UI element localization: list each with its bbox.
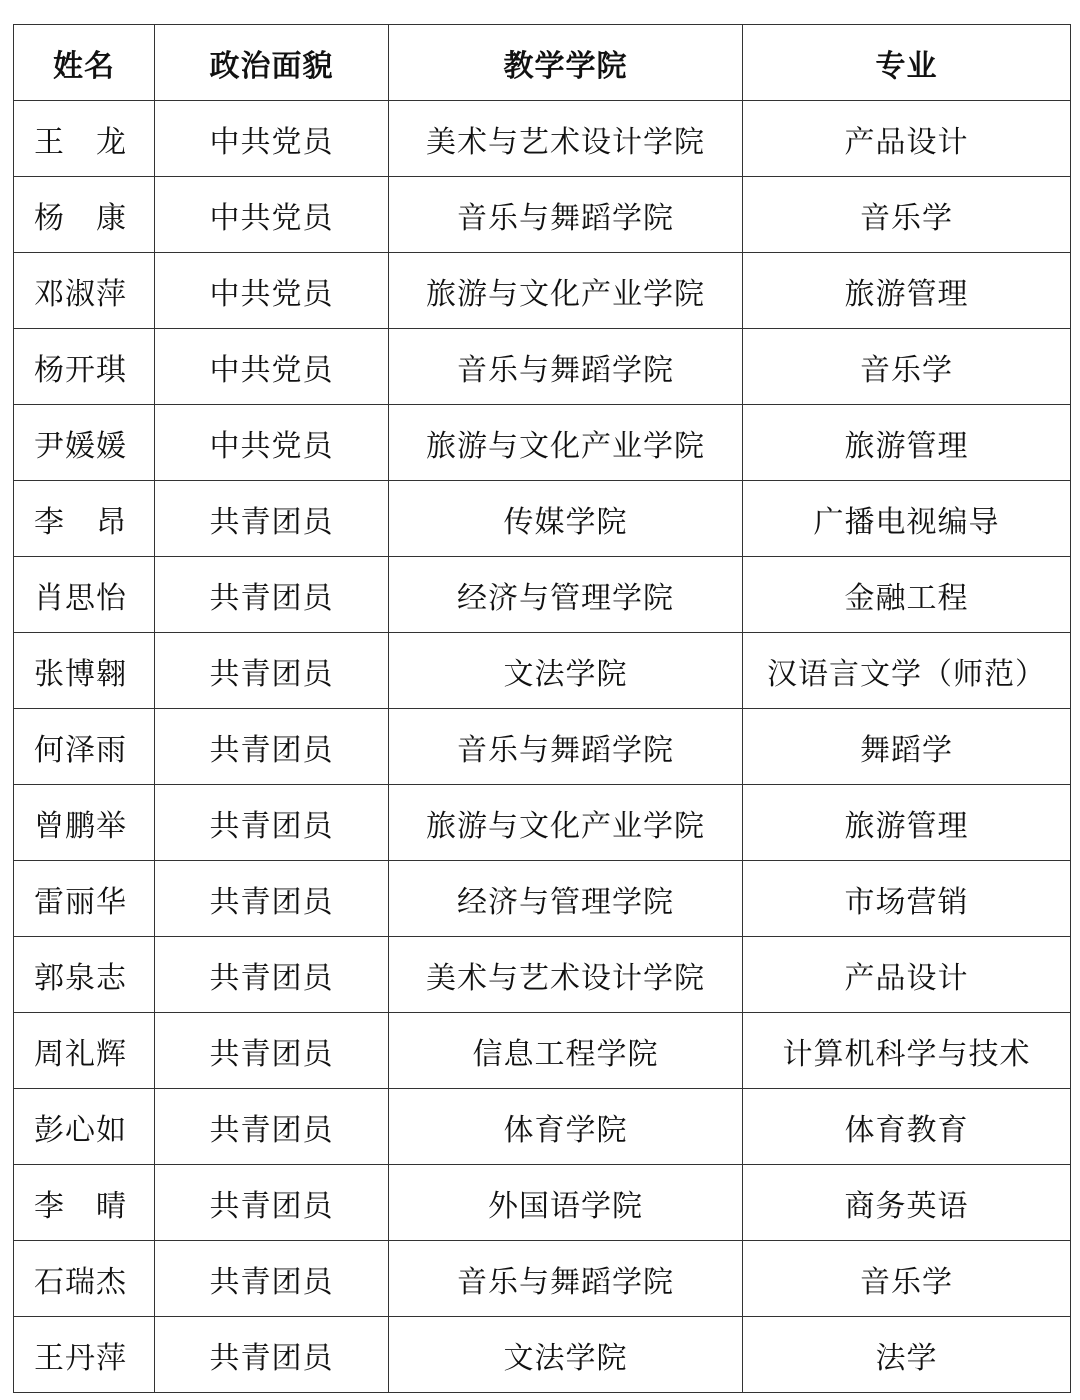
header-college: 教学学院 [389, 25, 743, 101]
major-cell: 音乐学 [743, 1241, 1071, 1317]
college-cell: 音乐与舞蹈学院 [389, 177, 743, 253]
college-cell: 旅游与文化产业学院 [389, 785, 743, 861]
name-cell: 雷丽华 [14, 861, 155, 937]
major-cell: 市场营销 [743, 861, 1071, 937]
political-status-cell: 共青团员 [155, 937, 389, 1013]
table-row [14, 253, 1071, 329]
college-cell: 文法学院 [389, 633, 743, 709]
political-status-cell: 共青团员 [155, 481, 389, 557]
name-cell: 周礼辉 [14, 1013, 155, 1089]
table-row [14, 709, 1071, 785]
table-row [14, 481, 1071, 557]
college-cell: 文法学院 [389, 1317, 743, 1393]
political-status-cell: 共青团员 [155, 861, 389, 937]
college-cell: 信息工程学院 [389, 1013, 743, 1089]
major-cell: 计算机科学与技术 [743, 1013, 1071, 1089]
table-row [14, 937, 1071, 1013]
table-row [14, 177, 1071, 253]
political-status-cell: 中共党员 [155, 253, 389, 329]
college-cell: 音乐与舞蹈学院 [389, 329, 743, 405]
name-cell: 邓淑萍 [14, 253, 155, 329]
student-roster-table [13, 24, 1071, 1393]
college-cell: 外国语学院 [389, 1165, 743, 1241]
political-status-cell: 共青团员 [155, 1317, 389, 1393]
table-row [14, 1241, 1071, 1317]
table-row [14, 785, 1071, 861]
header-major: 专业 [743, 25, 1071, 101]
political-status-cell: 共青团员 [155, 557, 389, 633]
table-row [14, 633, 1071, 709]
name-cell: 彭心如 [14, 1089, 155, 1165]
table-row [14, 1317, 1071, 1393]
major-cell: 法学 [743, 1317, 1071, 1393]
political-status-cell: 中共党员 [155, 405, 389, 481]
name-cell: 何泽雨 [14, 709, 155, 785]
table-row [14, 1089, 1071, 1165]
college-cell: 美术与艺术设计学院 [389, 101, 743, 177]
major-cell: 旅游管理 [743, 785, 1071, 861]
major-cell: 体育教育 [743, 1089, 1071, 1165]
college-cell: 经济与管理学院 [389, 557, 743, 633]
header-political-status: 政治面貌 [155, 25, 389, 101]
political-status-cell: 共青团员 [155, 1241, 389, 1317]
college-cell: 旅游与文化产业学院 [389, 405, 743, 481]
name-cell: 张博翱 [14, 633, 155, 709]
table-row [14, 861, 1071, 937]
header-name: 姓名 [14, 25, 155, 101]
table-row [14, 329, 1071, 405]
college-cell: 美术与艺术设计学院 [389, 937, 743, 1013]
table-row [14, 405, 1071, 481]
major-cell: 金融工程 [743, 557, 1071, 633]
political-status-cell: 共青团员 [155, 1089, 389, 1165]
name-cell: 王丹萍 [14, 1317, 155, 1393]
roster-sheet [13, 24, 1070, 1393]
major-cell: 旅游管理 [743, 405, 1071, 481]
name-cell: 李 晴 [14, 1165, 155, 1241]
major-cell: 音乐学 [743, 177, 1071, 253]
major-cell: 旅游管理 [743, 253, 1071, 329]
name-cell: 李 昂 [14, 481, 155, 557]
college-cell: 传媒学院 [389, 481, 743, 557]
major-cell: 舞蹈学 [743, 709, 1071, 785]
political-status-cell: 中共党员 [155, 101, 389, 177]
table-header-row [14, 25, 1071, 101]
college-cell: 体育学院 [389, 1089, 743, 1165]
table-row [14, 1165, 1071, 1241]
major-cell: 商务英语 [743, 1165, 1071, 1241]
college-cell: 音乐与舞蹈学院 [389, 1241, 743, 1317]
name-cell: 尹媛媛 [14, 405, 155, 481]
political-status-cell: 共青团员 [155, 709, 389, 785]
major-cell: 产品设计 [743, 937, 1071, 1013]
political-status-cell: 中共党员 [155, 329, 389, 405]
political-status-cell: 共青团员 [155, 633, 389, 709]
name-cell: 肖思怡 [14, 557, 155, 633]
college-cell: 音乐与舞蹈学院 [389, 709, 743, 785]
name-cell: 曾鹏举 [14, 785, 155, 861]
major-cell: 广播电视编导 [743, 481, 1071, 557]
political-status-cell: 共青团员 [155, 1165, 389, 1241]
table-row [14, 101, 1071, 177]
table-row [14, 1013, 1071, 1089]
political-status-cell: 共青团员 [155, 1013, 389, 1089]
name-cell: 杨开琪 [14, 329, 155, 405]
table-body [14, 101, 1071, 1393]
name-cell: 杨 康 [14, 177, 155, 253]
college-cell: 经济与管理学院 [389, 861, 743, 937]
table-row [14, 557, 1071, 633]
major-cell: 产品设计 [743, 101, 1071, 177]
major-cell: 汉语言文学（师范） [743, 633, 1071, 709]
college-cell: 旅游与文化产业学院 [389, 253, 743, 329]
major-cell: 音乐学 [743, 329, 1071, 405]
political-status-cell: 中共党员 [155, 177, 389, 253]
name-cell: 石瑞杰 [14, 1241, 155, 1317]
political-status-cell: 共青团员 [155, 785, 389, 861]
name-cell: 郭泉志 [14, 937, 155, 1013]
name-cell: 王 龙 [14, 101, 155, 177]
